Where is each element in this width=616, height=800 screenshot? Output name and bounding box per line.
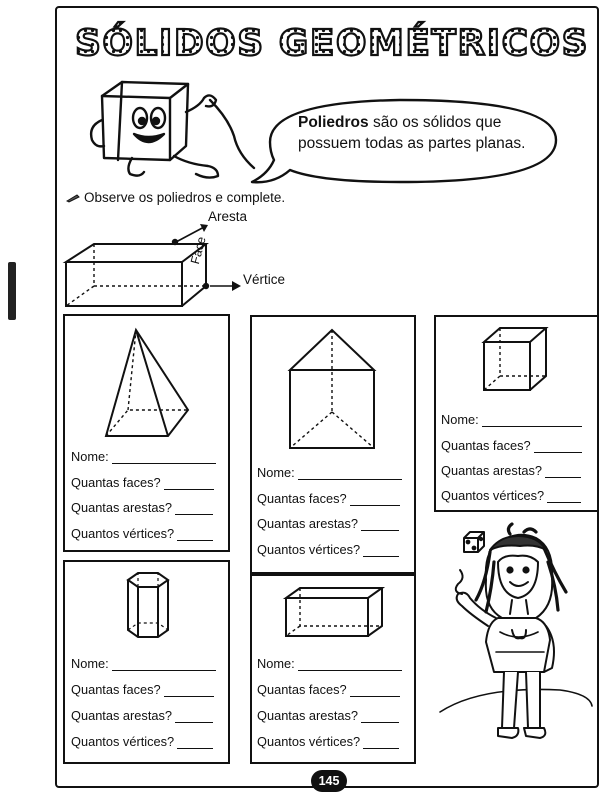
card4-vertices-answer-line[interactable]	[177, 747, 213, 749]
card4-vertices-question	[71, 734, 213, 749]
rectangular-prism-drawing	[282, 584, 386, 640]
card4-name-label: Nome:	[71, 656, 109, 671]
card4-edges-label: Quantas arestas?	[71, 708, 173, 723]
scan-edge-mark	[8, 262, 16, 320]
card3-faces-label: Quantas faces?	[441, 438, 531, 453]
card1-faces-answer-line[interactable]	[164, 488, 214, 490]
card4-name-question	[71, 656, 216, 671]
card2-edges-label: Quantas arestas?	[257, 516, 359, 531]
face-label: Face	[188, 235, 209, 266]
card3-name-answer-line[interactable]	[482, 425, 582, 427]
card4-vertices-label: Quantos vértices?	[71, 734, 175, 749]
edge-label: Aresta	[208, 209, 248, 224]
page-title-text: SÓLIDOS GEOMÉTRICOS	[74, 23, 590, 64]
card4-faces-question	[71, 682, 214, 697]
card2-faces-label: Quantas faces?	[257, 491, 347, 506]
bubble-definition: são os sólidos que possuem todas as partes planas.	[298, 114, 526, 152]
bubble-text	[298, 112, 538, 154]
card1-vertices-label: Quantos vértices?	[71, 526, 175, 541]
cube-mascot-illustration	[78, 76, 238, 186]
card3-vertices-question	[441, 488, 581, 503]
card4-faces-label: Quantas faces?	[71, 682, 161, 697]
card4-name-answer-line[interactable]	[112, 669, 216, 671]
card2-edges-answer-line[interactable]	[361, 529, 399, 531]
card4-edges-question	[71, 708, 213, 723]
card2-faces-question	[257, 491, 400, 506]
bubble-bold-term: Poliedros	[298, 114, 369, 131]
card1-edges-question	[71, 500, 213, 515]
card4-faces-answer-line[interactable]	[164, 695, 214, 697]
card1-faces-label: Quantas faces?	[71, 475, 161, 490]
card1-edges-label: Quantas arestas?	[71, 500, 173, 515]
card3-edges-label: Quantas arestas?	[441, 463, 543, 478]
card2-name-label: Nome:	[257, 465, 295, 480]
square-pyramid-drawing	[100, 326, 200, 438]
card3-vertices-answer-line[interactable]	[547, 501, 581, 503]
card2-name-question	[257, 465, 402, 480]
card2-name-answer-line[interactable]	[298, 478, 402, 480]
card2-edges-question	[257, 516, 399, 531]
cube-drawing	[480, 322, 552, 394]
card5-edges-question	[257, 708, 399, 723]
instruction-text: Observe os poliedros e complete.	[84, 190, 286, 205]
card1-edges-answer-line[interactable]	[175, 513, 213, 515]
triangular-prism-drawing	[288, 326, 378, 450]
card3-faces-answer-line[interactable]	[534, 451, 582, 453]
card5-edges-label: Quantas arestas?	[257, 708, 359, 723]
card5-faces-label: Quantas faces?	[257, 682, 347, 697]
card5-faces-question	[257, 682, 400, 697]
card5-faces-answer-line[interactable]	[350, 695, 400, 697]
vertex-label: Vértice	[243, 272, 286, 287]
card5-name-answer-line[interactable]	[298, 669, 402, 671]
card3-name-question	[441, 412, 582, 427]
card5-name-question	[257, 656, 402, 671]
card5-vertices-answer-line[interactable]	[363, 747, 399, 749]
instruction	[66, 190, 285, 205]
card2-faces-answer-line[interactable]	[350, 504, 400, 506]
card1-name-answer-line[interactable]	[112, 462, 216, 464]
page-number: 145	[311, 770, 347, 792]
card1-name-label: Nome:	[71, 449, 109, 464]
card3-faces-question	[441, 438, 582, 453]
card3-edges-answer-line[interactable]	[545, 476, 581, 478]
card1-name-question	[71, 449, 216, 464]
card4-edges-answer-line[interactable]	[175, 721, 213, 723]
card2-vertices-label: Quantos vértices?	[257, 542, 361, 557]
card3-name-label: Nome:	[441, 412, 479, 427]
vertex-point	[203, 283, 209, 289]
card2-vertices-answer-line[interactable]	[363, 555, 399, 557]
card5-edges-answer-line[interactable]	[361, 721, 399, 723]
card5-vertices-label: Quantos vértices?	[257, 734, 361, 749]
card3-vertices-label: Quantos vértices?	[441, 488, 545, 503]
hexagonal-prism-drawing	[120, 570, 174, 640]
card1-faces-question	[71, 475, 214, 490]
page-title	[74, 13, 590, 69]
girl-with-dice-illustration	[440, 522, 592, 762]
pencil-icon	[66, 193, 80, 203]
card5-vertices-question	[257, 734, 399, 749]
card2-vertices-question	[257, 542, 399, 557]
card1-vertices-question	[71, 526, 213, 541]
card5-name-label: Nome:	[257, 656, 295, 671]
card1-vertices-answer-line[interactable]	[177, 539, 213, 541]
vertex-arrow	[210, 280, 242, 292]
card3-edges-question	[441, 463, 581, 478]
